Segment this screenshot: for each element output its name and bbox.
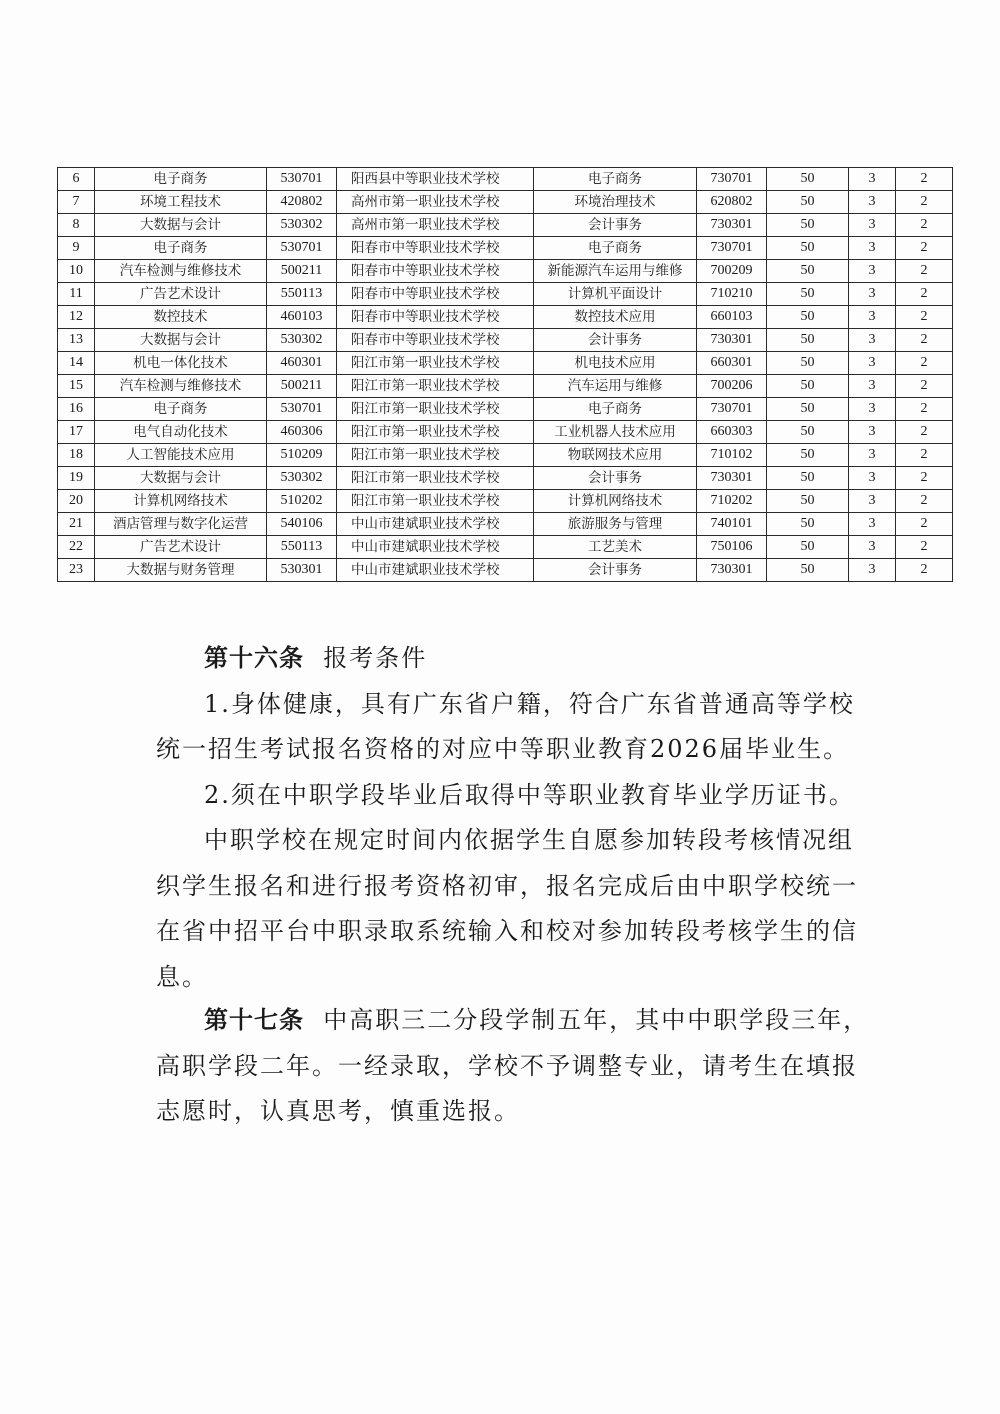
cell-higher-code: 500211 bbox=[267, 375, 337, 398]
cell-secondary-major: 会计事务 bbox=[534, 467, 697, 490]
cell-secondary-major: 电子商务 bbox=[534, 398, 697, 421]
cell-secondary-school: 阳春市中等职业技术学校 bbox=[337, 283, 534, 306]
cell-secondary-code: 730701 bbox=[697, 237, 767, 260]
cell-secondary-code: 620802 bbox=[697, 191, 767, 214]
cell-higher-code: 530302 bbox=[267, 329, 337, 352]
cell-higher-major: 机电一体化技术 bbox=[95, 352, 267, 375]
cell-secondary-code: 730301 bbox=[697, 559, 767, 582]
cell-number: 23 bbox=[58, 559, 95, 582]
cell-secondary-major: 数控技术应用 bbox=[534, 306, 697, 329]
cell-secondary-years: 3 bbox=[849, 214, 896, 237]
cell-secondary-major: 新能源汽车运用与维修 bbox=[534, 260, 697, 283]
cell-plan-count: 50 bbox=[767, 191, 849, 214]
cell-secondary-major: 会计事务 bbox=[534, 559, 697, 582]
cell-higher-years: 2 bbox=[896, 237, 953, 260]
cell-number: 13 bbox=[58, 329, 95, 352]
cell-secondary-years: 3 bbox=[849, 237, 896, 260]
cell-higher-code: 500211 bbox=[267, 260, 337, 283]
cell-secondary-code: 660303 bbox=[697, 421, 767, 444]
cell-secondary-code: 740101 bbox=[697, 513, 767, 536]
cell-secondary-years: 3 bbox=[849, 283, 896, 306]
cell-higher-years: 2 bbox=[896, 490, 953, 513]
cell-higher-code: 510202 bbox=[267, 490, 337, 513]
cell-plan-count: 50 bbox=[767, 490, 849, 513]
article-17-section bbox=[156, 998, 876, 1135]
cell-secondary-years: 3 bbox=[849, 536, 896, 559]
cell-higher-years: 2 bbox=[896, 421, 953, 444]
cell-plan-count: 50 bbox=[767, 260, 849, 283]
cell-higher-years: 2 bbox=[896, 260, 953, 283]
cell-higher-major: 大数据与会计 bbox=[95, 329, 267, 352]
cell-secondary-school: 阳春市中等职业技术学校 bbox=[337, 260, 534, 283]
cell-higher-years: 2 bbox=[896, 329, 953, 352]
cell-secondary-school: 阳西县中等职业技术学校 bbox=[337, 168, 534, 191]
cell-plan-count: 50 bbox=[767, 398, 849, 421]
cell-plan-count: 50 bbox=[767, 467, 849, 490]
cell-number: 16 bbox=[58, 398, 95, 421]
cell-higher-code: 530701 bbox=[267, 237, 337, 260]
cell-higher-major: 电子商务 bbox=[95, 237, 267, 260]
cell-secondary-major: 会计事务 bbox=[534, 329, 697, 352]
cell-secondary-years: 3 bbox=[849, 168, 896, 191]
cell-secondary-major: 环境治理技术 bbox=[534, 191, 697, 214]
cell-secondary-code: 660103 bbox=[697, 306, 767, 329]
cell-secondary-school: 阳春市中等职业技术学校 bbox=[337, 329, 534, 352]
cell-secondary-code: 730301 bbox=[697, 214, 767, 237]
cell-higher-years: 2 bbox=[896, 306, 953, 329]
article-16-paragraph-3: 中职学校在规定时间内依据学生自愿参加转段考核情况组织学生报名和进行报考资格初审，报名完成后由中职学校统一在省中招平台中职录取系统输入和校对参加转段考核学生的信息。 bbox=[156, 826, 858, 991]
cell-higher-code: 530701 bbox=[267, 398, 337, 421]
cell-higher-years: 2 bbox=[896, 398, 953, 421]
cell-secondary-school: 中山市建斌职业技术学校 bbox=[337, 513, 534, 536]
cell-secondary-school: 阳春市中等职业技术学校 bbox=[337, 306, 534, 329]
cell-higher-years: 2 bbox=[896, 513, 953, 536]
table-row bbox=[58, 329, 953, 352]
table-row bbox=[58, 237, 953, 260]
cell-plan-count: 50 bbox=[767, 168, 849, 191]
cell-higher-code: 550113 bbox=[267, 536, 337, 559]
cell-higher-major: 环境工程技术 bbox=[95, 191, 267, 214]
cell-secondary-school: 阳江市第一职业技术学校 bbox=[337, 467, 534, 490]
cell-number: 21 bbox=[58, 513, 95, 536]
cell-secondary-school: 中山市建斌职业技术学校 bbox=[337, 559, 534, 582]
cell-plan-count: 50 bbox=[767, 352, 849, 375]
cell-secondary-code: 730701 bbox=[697, 168, 767, 191]
cell-secondary-years: 3 bbox=[849, 260, 896, 283]
cell-secondary-years: 3 bbox=[849, 467, 896, 490]
cell-secondary-years: 3 bbox=[849, 306, 896, 329]
cell-higher-years: 2 bbox=[896, 536, 953, 559]
cell-higher-code: 460306 bbox=[267, 421, 337, 444]
cell-number: 19 bbox=[58, 467, 95, 490]
cell-secondary-code: 730301 bbox=[697, 467, 767, 490]
table-row bbox=[58, 444, 953, 467]
cell-secondary-code: 730301 bbox=[697, 329, 767, 352]
cell-secondary-major: 电子商务 bbox=[534, 237, 697, 260]
article-17-label: 第十七条 bbox=[204, 1006, 304, 1034]
cell-plan-count: 50 bbox=[767, 559, 849, 582]
cell-number: 7 bbox=[58, 191, 95, 214]
cell-number: 6 bbox=[58, 168, 95, 191]
cell-secondary-code: 710210 bbox=[697, 283, 767, 306]
cell-secondary-years: 3 bbox=[849, 329, 896, 352]
article-17-paragraph bbox=[156, 998, 876, 1135]
cell-higher-major: 电子商务 bbox=[95, 398, 267, 421]
cell-number: 10 bbox=[58, 260, 95, 283]
cell-higher-major: 汽车检测与维修技术 bbox=[95, 375, 267, 398]
cell-secondary-code: 700209 bbox=[697, 260, 767, 283]
cell-secondary-major: 汽车运用与维修 bbox=[534, 375, 697, 398]
cell-secondary-major: 旅游服务与管理 bbox=[534, 513, 697, 536]
table-row bbox=[58, 306, 953, 329]
cell-secondary-major: 物联网技术应用 bbox=[534, 444, 697, 467]
cell-plan-count: 50 bbox=[767, 421, 849, 444]
cell-secondary-school: 高州市第一职业技术学校 bbox=[337, 214, 534, 237]
table-row bbox=[58, 191, 953, 214]
cell-secondary-years: 3 bbox=[849, 375, 896, 398]
cell-higher-major: 人工智能技术应用 bbox=[95, 444, 267, 467]
cell-secondary-school: 阳江市第一职业技术学校 bbox=[337, 375, 534, 398]
cell-higher-code: 510209 bbox=[267, 444, 337, 467]
table-row bbox=[58, 398, 953, 421]
cell-number: 11 bbox=[58, 283, 95, 306]
cell-plan-count: 50 bbox=[767, 214, 849, 237]
cell-higher-major: 广告艺术设计 bbox=[95, 283, 267, 306]
cell-secondary-major: 会计事务 bbox=[534, 214, 697, 237]
cell-higher-code: 460103 bbox=[267, 306, 337, 329]
cell-number: 9 bbox=[58, 237, 95, 260]
cell-secondary-school: 阳江市第一职业技术学校 bbox=[337, 398, 534, 421]
cell-higher-major: 大数据与会计 bbox=[95, 467, 267, 490]
cell-higher-years: 2 bbox=[896, 352, 953, 375]
cell-plan-count: 50 bbox=[767, 444, 849, 467]
cell-secondary-major: 机电技术应用 bbox=[534, 352, 697, 375]
cell-secondary-major: 计算机平面设计 bbox=[534, 283, 697, 306]
cell-higher-years: 2 bbox=[896, 168, 953, 191]
cell-number: 17 bbox=[58, 421, 95, 444]
cell-plan-count: 50 bbox=[767, 375, 849, 398]
table-row bbox=[58, 536, 953, 559]
cell-secondary-school: 阳江市第一职业技术学校 bbox=[337, 490, 534, 513]
cell-number: 12 bbox=[58, 306, 95, 329]
cell-higher-code: 530701 bbox=[267, 168, 337, 191]
article-16-heading bbox=[156, 636, 876, 682]
cell-secondary-major: 工业机器人技术应用 bbox=[534, 421, 697, 444]
cell-higher-years: 2 bbox=[896, 191, 953, 214]
cell-secondary-years: 3 bbox=[849, 352, 896, 375]
article-16-section bbox=[156, 636, 876, 1000]
article-17-body: 中高职三二分段学制五年，其中中职学段三年，高职学段二年。一经录取，学校不予调整专业，请考生在填报志愿时，认真思考，慎重选报。 bbox=[156, 1006, 870, 1125]
cell-secondary-code: 750106 bbox=[697, 536, 767, 559]
cell-higher-code: 550113 bbox=[267, 283, 337, 306]
cell-higher-code: 530302 bbox=[267, 214, 337, 237]
table-row bbox=[58, 490, 953, 513]
cell-higher-major: 计算机网络技术 bbox=[95, 490, 267, 513]
table-row bbox=[58, 214, 953, 237]
article-16-label: 第十六条 bbox=[204, 644, 304, 672]
cell-higher-years: 2 bbox=[896, 444, 953, 467]
table-row bbox=[58, 260, 953, 283]
cell-higher-code: 420802 bbox=[267, 191, 337, 214]
cell-higher-major: 电气自动化技术 bbox=[95, 421, 267, 444]
article-16-paragraph-1: 1.身体健康，具有广东省户籍，符合广东省普通高等学校统一招生考试报名资格的对应中等职业教育2026届毕业生。 bbox=[156, 689, 855, 763]
table-row bbox=[58, 421, 953, 444]
cell-higher-major: 电子商务 bbox=[95, 168, 267, 191]
cell-number: 15 bbox=[58, 375, 95, 398]
cell-higher-code: 540106 bbox=[267, 513, 337, 536]
cell-secondary-major: 计算机网络技术 bbox=[534, 490, 697, 513]
cell-number: 14 bbox=[58, 352, 95, 375]
cell-number: 22 bbox=[58, 536, 95, 559]
cell-secondary-major: 工艺美术 bbox=[534, 536, 697, 559]
cell-secondary-school: 阳春市中等职业技术学校 bbox=[337, 237, 534, 260]
cell-higher-years: 2 bbox=[896, 559, 953, 582]
table-row bbox=[58, 352, 953, 375]
cell-number: 8 bbox=[58, 214, 95, 237]
cell-plan-count: 50 bbox=[767, 329, 849, 352]
article-16-paragraph-2: 2.须在中职学段毕业后取得中等职业教育毕业学历证书。 bbox=[204, 780, 855, 809]
cell-plan-count: 50 bbox=[767, 306, 849, 329]
enrollment-plan-table bbox=[57, 167, 953, 582]
cell-secondary-major: 电子商务 bbox=[534, 168, 697, 191]
table-row bbox=[58, 375, 953, 398]
cell-higher-years: 2 bbox=[896, 283, 953, 306]
article-16-title: 报考条件 bbox=[323, 644, 428, 672]
cell-secondary-school: 高州市第一职业技术学校 bbox=[337, 191, 534, 214]
table-row bbox=[58, 513, 953, 536]
cell-plan-count: 50 bbox=[767, 283, 849, 306]
cell-secondary-code: 700206 bbox=[697, 375, 767, 398]
cell-higher-years: 2 bbox=[896, 467, 953, 490]
cell-secondary-years: 3 bbox=[849, 559, 896, 582]
cell-secondary-years: 3 bbox=[849, 513, 896, 536]
cell-secondary-school: 阳江市第一职业技术学校 bbox=[337, 421, 534, 444]
cell-number: 18 bbox=[58, 444, 95, 467]
cell-secondary-years: 3 bbox=[849, 444, 896, 467]
cell-higher-years: 2 bbox=[896, 375, 953, 398]
cell-secondary-years: 3 bbox=[849, 191, 896, 214]
table-row bbox=[58, 467, 953, 490]
cell-higher-major: 数控技术 bbox=[95, 306, 267, 329]
cell-higher-major: 酒店管理与数字化运营 bbox=[95, 513, 267, 536]
cell-secondary-years: 3 bbox=[849, 421, 896, 444]
cell-secondary-school: 阳江市第一职业技术学校 bbox=[337, 444, 534, 467]
cell-higher-major: 广告艺术设计 bbox=[95, 536, 267, 559]
cell-higher-major: 汽车检测与维修技术 bbox=[95, 260, 267, 283]
cell-higher-code: 530302 bbox=[267, 467, 337, 490]
cell-secondary-school: 中山市建斌职业技术学校 bbox=[337, 536, 534, 559]
table-row bbox=[58, 168, 953, 191]
cell-secondary-school: 阳江市第一职业技术学校 bbox=[337, 352, 534, 375]
cell-number: 20 bbox=[58, 490, 95, 513]
cell-higher-code: 460301 bbox=[267, 352, 337, 375]
cell-secondary-code: 710102 bbox=[697, 444, 767, 467]
cell-higher-code: 530301 bbox=[267, 559, 337, 582]
table-body bbox=[58, 168, 953, 582]
table-row bbox=[58, 283, 953, 306]
cell-higher-years: 2 bbox=[896, 214, 953, 237]
cell-higher-major: 大数据与财务管理 bbox=[95, 559, 267, 582]
cell-secondary-code: 730701 bbox=[697, 398, 767, 421]
cell-higher-major: 大数据与会计 bbox=[95, 214, 267, 237]
cell-secondary-years: 3 bbox=[849, 398, 896, 421]
cell-secondary-code: 710202 bbox=[697, 490, 767, 513]
cell-secondary-code: 660301 bbox=[697, 352, 767, 375]
table-row bbox=[58, 559, 953, 582]
cell-plan-count: 50 bbox=[767, 237, 849, 260]
cell-secondary-years: 3 bbox=[849, 490, 896, 513]
cell-plan-count: 50 bbox=[767, 513, 849, 536]
cell-plan-count: 50 bbox=[767, 536, 849, 559]
